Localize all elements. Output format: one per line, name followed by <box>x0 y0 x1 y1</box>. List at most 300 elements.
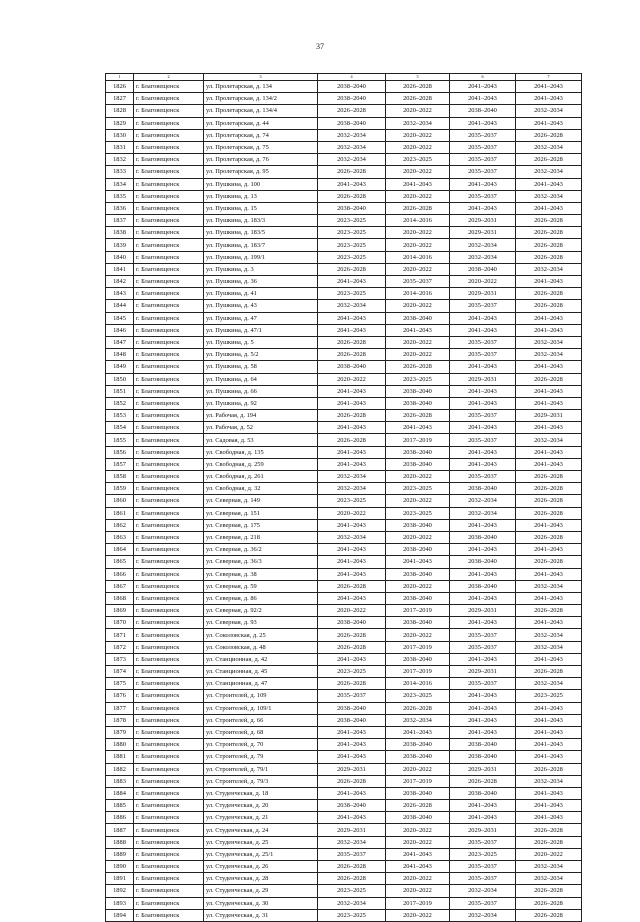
table-row <box>106 653 582 665</box>
address-cell: ул. Пушкина, д. 183/7 <box>204 239 318 251</box>
period-cell: 2020–2022 <box>318 507 386 519</box>
table-row <box>106 873 582 885</box>
table-row <box>106 166 582 178</box>
row-number: 1850 <box>106 373 134 385</box>
table-row <box>106 385 582 397</box>
period-cell: 2032–2034 <box>318 531 386 543</box>
period-cell: 2041–2043 <box>516 702 582 714</box>
address-cell: ул. Строителей, д. 79 <box>204 751 318 763</box>
period-cell: 2038–2040 <box>450 787 516 799</box>
table-row <box>106 288 582 300</box>
table-row <box>106 141 582 153</box>
period-cell: 2038–2040 <box>386 397 450 409</box>
period-cell: 2026–2028 <box>516 836 582 848</box>
period-cell: 2026–2028 <box>516 556 582 568</box>
address-cell: ул. Станционная, д. 47 <box>204 678 318 690</box>
column-header: 3 <box>204 74 318 81</box>
row-number: 1882 <box>106 763 134 775</box>
period-cell: 2038–2040 <box>318 617 386 629</box>
period-cell: 2035–2037 <box>450 678 516 690</box>
table-row <box>106 105 582 117</box>
address-cell: ул. Пушкина, д. 5 <box>204 336 318 348</box>
city-cell: г. Благовещенск <box>134 580 204 592</box>
city-cell: г. Благовещенск <box>134 507 204 519</box>
table-row <box>106 617 582 629</box>
period-cell: 2041–2043 <box>516 812 582 824</box>
period-cell: 2041–2043 <box>318 653 386 665</box>
period-cell: 2041–2043 <box>318 276 386 288</box>
period-cell: 2032–2034 <box>450 251 516 263</box>
city-cell: г. Благовещенск <box>134 909 204 921</box>
period-cell: 2023–2025 <box>318 495 386 507</box>
address-cell: ул. Студенческая, д. 21 <box>204 812 318 824</box>
period-cell: 2032–2034 <box>318 129 386 141</box>
table-row <box>106 495 582 507</box>
row-number: 1858 <box>106 471 134 483</box>
city-cell: г. Благовещенск <box>134 775 204 787</box>
row-number: 1868 <box>106 592 134 604</box>
table-row <box>106 117 582 129</box>
period-cell: 2032–2034 <box>318 300 386 312</box>
period-cell: 2029–2031 <box>450 227 516 239</box>
period-cell: 2032–2034 <box>516 678 582 690</box>
table-row <box>106 276 582 288</box>
period-cell: 2026–2028 <box>516 227 582 239</box>
table-row <box>106 556 582 568</box>
address-cell: ул. Студенческая, д. 18 <box>204 787 318 799</box>
city-cell: г. Благовещенск <box>134 483 204 495</box>
period-cell: 2026–2028 <box>318 641 386 653</box>
period-cell: 2041–2043 <box>450 690 516 702</box>
row-number: 1869 <box>106 605 134 617</box>
city-cell: г. Благовещенск <box>134 519 204 531</box>
table-row <box>106 263 582 275</box>
city-cell: г. Благовещенск <box>134 531 204 543</box>
address-cell: ул. Северная, д. 38 <box>204 568 318 580</box>
row-number: 1881 <box>106 751 134 763</box>
period-cell: 2035–2037 <box>318 848 386 860</box>
table-row <box>106 702 582 714</box>
row-number: 1827 <box>106 93 134 105</box>
address-cell: ул. Северная, д. 149 <box>204 495 318 507</box>
city-cell: г. Благовещенск <box>134 800 204 812</box>
table-row <box>106 519 582 531</box>
period-cell: 2026–2028 <box>516 288 582 300</box>
period-cell: 2041–2043 <box>516 787 582 799</box>
period-cell: 2041–2043 <box>386 324 450 336</box>
address-cell: ул. Пушкина, д. 183/5 <box>204 227 318 239</box>
period-cell: 2014–2016 <box>386 251 450 263</box>
city-cell: г. Благовещенск <box>134 641 204 653</box>
table-row <box>106 410 582 422</box>
period-cell: 2032–2034 <box>318 483 386 495</box>
row-number: 1887 <box>106 824 134 836</box>
address-cell: ул. Пушкина, д. 58 <box>204 361 318 373</box>
period-cell: 2017–2019 <box>386 666 450 678</box>
period-cell: 2041–2043 <box>450 81 516 93</box>
row-number: 1852 <box>106 397 134 409</box>
row-number: 1855 <box>106 434 134 446</box>
period-cell: 2026–2028 <box>318 775 386 787</box>
period-cell: 2035–2037 <box>450 349 516 361</box>
period-cell: 2041–2043 <box>450 422 516 434</box>
period-cell: 2020–2022 <box>386 909 450 921</box>
period-cell: 2038–2040 <box>386 446 450 458</box>
city-cell: г. Благовещенск <box>134 592 204 604</box>
city-cell: г. Благовещенск <box>134 215 204 227</box>
address-cell: ул. Строителей, д. 70 <box>204 739 318 751</box>
period-cell: 2041–2043 <box>516 446 582 458</box>
address-cell: ул. Станционная, д. 42 <box>204 653 318 665</box>
period-cell: 2020–2022 <box>386 885 450 897</box>
table-row <box>106 824 582 836</box>
city-cell: г. Благовещенск <box>134 397 204 409</box>
period-cell: 2020–2022 <box>386 190 450 202</box>
period-cell: 2035–2037 <box>450 141 516 153</box>
period-cell: 2032–2034 <box>516 629 582 641</box>
table-row <box>106 739 582 751</box>
table-row <box>106 336 582 348</box>
period-cell: 2041–2043 <box>318 178 386 190</box>
period-cell: 2026–2028 <box>516 483 582 495</box>
address-cell: ул. Студенческая, д. 25 <box>204 836 318 848</box>
table-row <box>106 531 582 543</box>
address-cell: ул. Пролетарская, д. 95 <box>204 166 318 178</box>
table-row <box>106 324 582 336</box>
row-number: 1860 <box>106 495 134 507</box>
period-cell: 2023–2025 <box>318 666 386 678</box>
row-number: 1864 <box>106 544 134 556</box>
period-cell: 2032–2034 <box>516 166 582 178</box>
period-cell: 2026–2028 <box>386 81 450 93</box>
period-cell: 2020–2022 <box>386 105 450 117</box>
row-number: 1835 <box>106 190 134 202</box>
address-cell: ул. Пушкина, д. 199/1 <box>204 251 318 263</box>
period-cell: 2029–2031 <box>450 666 516 678</box>
address-cell: ул. Пролетарская, д. 134/4 <box>204 105 318 117</box>
address-cell: ул. Пушкина, д. 92 <box>204 397 318 409</box>
period-cell: 2038–2040 <box>450 739 516 751</box>
period-cell: 2041–2043 <box>318 422 386 434</box>
city-cell: г. Благовещенск <box>134 105 204 117</box>
period-cell: 2041–2043 <box>318 519 386 531</box>
row-number: 1840 <box>106 251 134 263</box>
period-cell: 2026–2028 <box>516 239 582 251</box>
period-cell: 2026–2028 <box>386 800 450 812</box>
period-cell: 2041–2043 <box>516 544 582 556</box>
row-number: 1871 <box>106 629 134 641</box>
period-cell: 2041–2043 <box>386 556 450 568</box>
city-cell: г. Благовещенск <box>134 239 204 251</box>
period-cell: 2035–2037 <box>450 897 516 909</box>
address-cell: ул. Пушкина, д. 41 <box>204 288 318 300</box>
table-row <box>106 848 582 860</box>
table-row <box>106 239 582 251</box>
table-row <box>106 361 582 373</box>
address-cell: ул. Пролетарская, д. 44 <box>204 117 318 129</box>
period-cell: 2026–2028 <box>516 605 582 617</box>
row-number: 1847 <box>106 336 134 348</box>
address-cell: ул. Студенческая, д. 26 <box>204 861 318 873</box>
row-number: 1867 <box>106 580 134 592</box>
period-cell: 2029–2031 <box>450 824 516 836</box>
period-cell: 2041–2043 <box>386 726 450 738</box>
address-cell: ул. Свободная, д. 261 <box>204 471 318 483</box>
period-cell: 2041–2043 <box>516 739 582 751</box>
period-cell: 2041–2043 <box>516 714 582 726</box>
row-number: 1873 <box>106 653 134 665</box>
period-cell: 2020–2022 <box>386 763 450 775</box>
period-cell: 2035–2037 <box>450 154 516 166</box>
address-cell: ул. Пушкина, д. 15 <box>204 202 318 214</box>
row-number: 1859 <box>106 483 134 495</box>
period-cell: 2020–2022 <box>386 300 450 312</box>
period-cell: 2026–2028 <box>318 336 386 348</box>
period-cell: 2020–2022 <box>386 836 450 848</box>
row-number: 1843 <box>106 288 134 300</box>
city-cell: г. Благовещенск <box>134 288 204 300</box>
address-cell: ул. Студенческая, д. 24 <box>204 824 318 836</box>
row-number: 1886 <box>106 812 134 824</box>
table-row <box>106 568 582 580</box>
address-cell: ул. Соколовская, д. 25 <box>204 629 318 641</box>
period-cell: 2020–2022 <box>386 531 450 543</box>
period-cell: 2041–2043 <box>450 178 516 190</box>
address-cell: ул. Рабочая, д. 194 <box>204 410 318 422</box>
address-cell: ул. Студенческая, д. 25/1 <box>204 848 318 860</box>
row-number: 1872 <box>106 641 134 653</box>
city-cell: г. Благовещенск <box>134 81 204 93</box>
period-cell: 2041–2043 <box>318 544 386 556</box>
table-row <box>106 202 582 214</box>
row-number: 1842 <box>106 276 134 288</box>
period-cell: 2038–2040 <box>450 263 516 275</box>
period-cell: 2038–2040 <box>386 812 450 824</box>
address-cell: ул. Студенческая, д. 29 <box>204 885 318 897</box>
address-cell: ул. Строителей, д. 66 <box>204 714 318 726</box>
period-cell: 2041–2043 <box>318 787 386 799</box>
table-row <box>106 690 582 702</box>
period-cell: 2041–2043 <box>516 726 582 738</box>
address-cell: ул. Садовая, д. 53 <box>204 434 318 446</box>
period-cell: 2041–2043 <box>516 178 582 190</box>
period-cell: 2026–2028 <box>318 580 386 592</box>
period-cell: 2026–2028 <box>318 349 386 361</box>
period-cell: 2032–2034 <box>516 263 582 275</box>
row-number: 1865 <box>106 556 134 568</box>
period-cell: 2038–2040 <box>386 385 450 397</box>
period-cell: 2026–2028 <box>516 666 582 678</box>
period-cell: 2020–2022 <box>386 129 450 141</box>
period-cell: 2041–2043 <box>516 324 582 336</box>
address-cell: ул. Строителей, д. 109/1 <box>204 702 318 714</box>
period-cell: 2038–2040 <box>318 800 386 812</box>
city-cell: г. Благовещенск <box>134 202 204 214</box>
period-cell: 2041–2043 <box>516 397 582 409</box>
city-cell: г. Благовещенск <box>134 861 204 873</box>
period-cell: 2014–2016 <box>386 678 450 690</box>
city-cell: г. Благовещенск <box>134 690 204 702</box>
period-cell: 2032–2034 <box>516 141 582 153</box>
row-number: 1845 <box>106 312 134 324</box>
period-cell: 2032–2034 <box>516 336 582 348</box>
table-row <box>106 836 582 848</box>
city-cell: г. Благовещенск <box>134 349 204 361</box>
period-cell: 2035–2037 <box>450 410 516 422</box>
period-cell: 2041–2043 <box>516 81 582 93</box>
period-cell: 2038–2040 <box>386 739 450 751</box>
period-cell: 2041–2043 <box>450 800 516 812</box>
period-cell: 2041–2043 <box>516 617 582 629</box>
city-cell: г. Благовещенск <box>134 678 204 690</box>
period-cell: 2017–2019 <box>386 605 450 617</box>
period-cell: 2041–2043 <box>386 848 450 860</box>
period-cell: 2026–2028 <box>386 410 450 422</box>
period-cell: 2041–2043 <box>450 544 516 556</box>
period-cell: 2026–2028 <box>318 629 386 641</box>
period-cell: 2029–2031 <box>450 288 516 300</box>
address-cell: ул. Студенческая, д. 30 <box>204 897 318 909</box>
period-cell: 2026–2028 <box>516 909 582 921</box>
period-cell: 2023–2025 <box>318 215 386 227</box>
table-row <box>106 763 582 775</box>
period-cell: 2026–2028 <box>318 434 386 446</box>
address-cell: ул. Строителей, д. 79/3 <box>204 775 318 787</box>
address-cell: ул. Пролетарская, д. 134 <box>204 81 318 93</box>
city-cell: г. Благовещенск <box>134 263 204 275</box>
period-cell: 2026–2028 <box>516 897 582 909</box>
city-cell: г. Благовещенск <box>134 361 204 373</box>
address-cell: ул. Рабочая, д. 52 <box>204 422 318 434</box>
column-header: 7 <box>516 74 582 81</box>
period-cell: 2029–2031 <box>318 763 386 775</box>
address-cell: ул. Северная, д. 59 <box>204 580 318 592</box>
address-cell: ул. Пушкина, д. 47 <box>204 312 318 324</box>
table-row <box>106 483 582 495</box>
period-cell: 2032–2034 <box>516 861 582 873</box>
period-cell: 2041–2043 <box>516 202 582 214</box>
period-cell: 2041–2043 <box>450 592 516 604</box>
city-cell: г. Благовещенск <box>134 190 204 202</box>
row-number: 1893 <box>106 897 134 909</box>
city-cell: г. Благовещенск <box>134 336 204 348</box>
period-cell: 2041–2043 <box>318 812 386 824</box>
period-cell: 2032–2034 <box>516 434 582 446</box>
period-cell: 2032–2034 <box>450 909 516 921</box>
period-cell: 2020–2022 <box>318 605 386 617</box>
address-cell: ул. Северная, д. 36/3 <box>204 556 318 568</box>
period-cell: 2041–2043 <box>450 385 516 397</box>
row-number: 1853 <box>106 410 134 422</box>
period-cell: 2026–2028 <box>318 410 386 422</box>
period-cell: 2032–2034 <box>516 775 582 787</box>
city-cell: г. Благовещенск <box>134 885 204 897</box>
table-row <box>106 666 582 678</box>
row-number: 1839 <box>106 239 134 251</box>
city-cell: г. Благовещенск <box>134 324 204 336</box>
address-cell: ул. Северная, д. 36/2 <box>204 544 318 556</box>
period-cell: 2038–2040 <box>386 617 450 629</box>
table-row <box>106 397 582 409</box>
period-cell: 2029–2031 <box>450 763 516 775</box>
table-row <box>106 312 582 324</box>
period-cell: 2038–2040 <box>450 580 516 592</box>
address-cell: ул. Пушкина, д. 47/1 <box>204 324 318 336</box>
city-cell: г. Благовещенск <box>134 653 204 665</box>
city-cell: г. Благовещенск <box>134 726 204 738</box>
period-cell: 2026–2028 <box>318 678 386 690</box>
row-number: 1862 <box>106 519 134 531</box>
row-number: 1857 <box>106 458 134 470</box>
period-cell: 2041–2043 <box>516 93 582 105</box>
city-cell: г. Благовещенск <box>134 141 204 153</box>
row-number: 1883 <box>106 775 134 787</box>
period-cell: 2023–2025 <box>318 288 386 300</box>
period-cell: 2020–2022 <box>386 166 450 178</box>
period-cell: 2041–2043 <box>386 861 450 873</box>
data-table <box>105 73 582 922</box>
address-cell: ул. Пушкина, д. 66 <box>204 385 318 397</box>
period-cell: 2023–2025 <box>516 690 582 702</box>
period-cell: 2038–2040 <box>386 592 450 604</box>
period-cell: 2035–2037 <box>450 861 516 873</box>
period-cell: 2041–2043 <box>516 568 582 580</box>
period-cell: 2041–2043 <box>450 361 516 373</box>
period-cell: 2038–2040 <box>318 361 386 373</box>
column-header: 2 <box>134 74 204 81</box>
period-cell: 2029–2031 <box>450 605 516 617</box>
column-header: 4 <box>318 74 386 81</box>
row-number: 1846 <box>106 324 134 336</box>
period-cell: 2023–2025 <box>450 848 516 860</box>
period-cell: 2041–2043 <box>516 312 582 324</box>
period-cell: 2038–2040 <box>386 568 450 580</box>
period-cell: 2032–2034 <box>516 349 582 361</box>
period-cell: 2026–2028 <box>516 885 582 897</box>
city-cell: г. Благовещенск <box>134 873 204 885</box>
city-cell: г. Благовещенск <box>134 422 204 434</box>
period-cell: 2032–2034 <box>318 897 386 909</box>
period-cell: 2041–2043 <box>318 568 386 580</box>
period-cell: 2029–2031 <box>450 373 516 385</box>
period-cell: 2032–2034 <box>450 507 516 519</box>
city-cell: г. Благовещенск <box>134 434 204 446</box>
period-cell: 2035–2037 <box>450 300 516 312</box>
period-cell: 2032–2034 <box>450 885 516 897</box>
period-cell: 2041–2043 <box>318 458 386 470</box>
period-cell: 2041–2043 <box>450 93 516 105</box>
period-cell: 2041–2043 <box>450 714 516 726</box>
period-cell: 2026–2028 <box>516 763 582 775</box>
table-row <box>106 909 582 921</box>
period-cell: 2020–2022 <box>450 276 516 288</box>
period-cell: 2020–2022 <box>386 349 450 361</box>
period-cell: 2041–2043 <box>318 397 386 409</box>
row-number: 1831 <box>106 141 134 153</box>
period-cell: 2023–2025 <box>386 154 450 166</box>
period-cell: 2041–2043 <box>386 178 450 190</box>
period-cell: 2026–2028 <box>318 166 386 178</box>
period-cell: 2017–2019 <box>386 641 450 653</box>
period-cell: 2041–2043 <box>450 202 516 214</box>
city-cell: г. Благовещенск <box>134 154 204 166</box>
city-cell: г. Благовещенск <box>134 836 204 848</box>
city-cell: г. Благовещенск <box>134 93 204 105</box>
period-cell: 2038–2040 <box>386 312 450 324</box>
period-cell: 2035–2037 <box>386 276 450 288</box>
period-cell: 2023–2025 <box>386 690 450 702</box>
city-cell: г. Благовещенск <box>134 129 204 141</box>
